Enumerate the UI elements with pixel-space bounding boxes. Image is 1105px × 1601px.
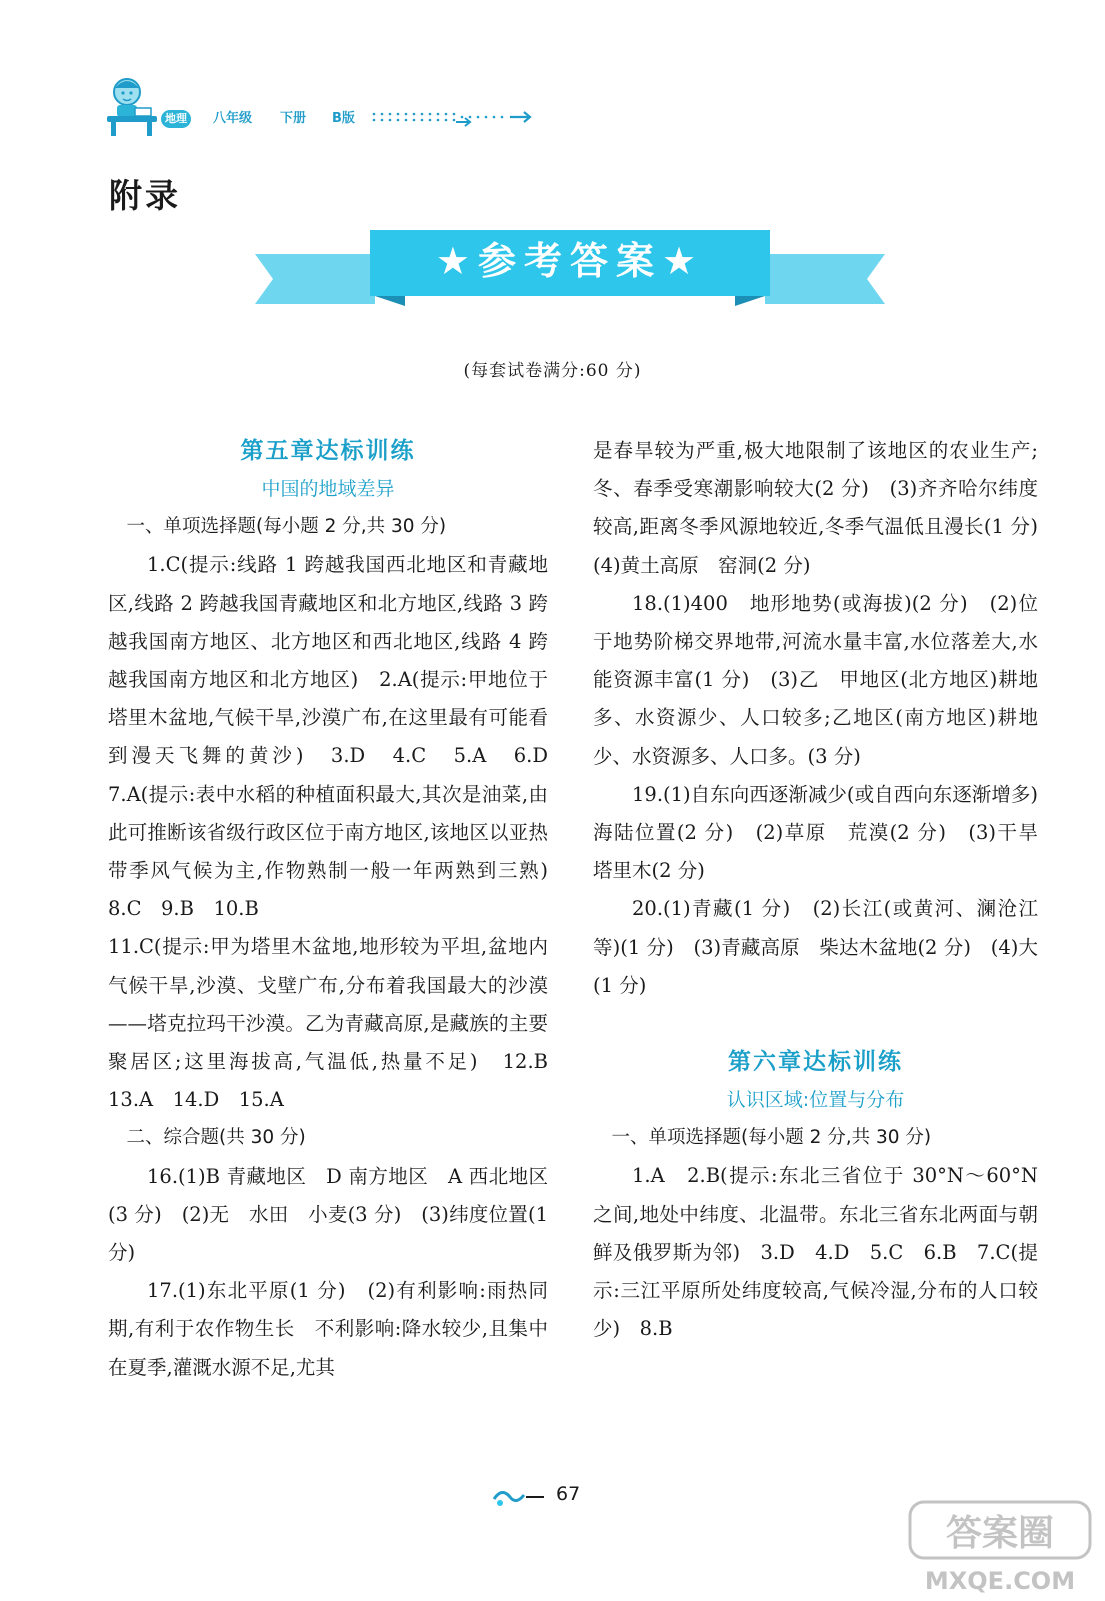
answer-paragraph: 20.(1)青藏(1 分) (2)长江(或黄河、澜沧江等)(1 分) (3)青藏高原 柴达木盆地(2 分) (4)大(1 分)	[593, 897, 1038, 997]
subject-badge: 地理	[161, 110, 191, 128]
answer-paragraph: 16.(1)B 青藏地区 D 南方地区 A 西北地区(3 分) (2)无 水田 小麦(3 分) (3)纬度位置(1 分)	[108, 1164, 548, 1265]
answer-paragraph: 1.C(提示:线路 1 跨越我国西北地区和青藏地区,线路 2 跨越我国青藏地区和北方地区,线路 3 跨越我国南方地区、北方地区和西北地区,线路 4 跨越我国南方地区和北方地区) 2.A(提示:甲地位于塔里木盆地,气候干旱,沙漠广布,在这里最有可能看到漫天飞舞的黄沙) 3.D 4.C 5.A 6.D 7.A(提示:表中水稻的种植面积最大,其次是油菜,由此可推断该省级行政区位于南方地区,该地区以亚热带季风气候为主,作物熟制一般一年两熟到三熟) 8.C 9.B 10.B	[108, 553, 568, 921]
answer-paragraph: 是春旱较为严重,极大地限制了该地区的农业生产;冬、春季受寒潮影响较大(2 分) (3)齐齐哈尔纬度较高,距离冬季风源地较近,冬季气温低且漫长(1 分) (4)黄土高原 窑洞(2 分)	[593, 439, 1058, 577]
answer-paragraph: 18.(1)400 地形地势(或海拔)(2 分) (2)位于地势阶梯交界地带,河流水量丰富,水位落差大,水能资源丰富(1 分) (3)乙 甲地区(北方地区)耕地多、水资源少、人口较多;乙地区(南方地区)耕地少、水资源多、人口多。(3 分)	[593, 591, 1038, 768]
chapter5-title: 第五章达标训练	[240, 437, 416, 464]
answer-paragraph: 11.C(提示:甲为塔里木盆地,地形较为平坦,盆地内气候干旱,沙漠、戈壁广布,分布着我国最大的沙漠——塔克拉玛干沙漠。乙为青藏高原,是藏族的主要聚居区;这里海拔高,气温低,热量不足) 12.B 13.A 14.D 15.A	[108, 935, 568, 1112]
answer-paragraph: 19.(1)自东向西逐渐减少(或自西向东逐渐增多) 海陆位置(2 分) (2)草原 荒漠(2 分) (3)干旱 塔里木(2 分)	[593, 782, 1058, 883]
appendix-title: 附录	[109, 176, 181, 215]
svg-text:答案圈: 答案圈	[945, 1513, 1055, 1554]
watermark-icon	[905, 1497, 1095, 1597]
grade-label: 八年级	[213, 111, 253, 126]
left-column	[108, 432, 568, 1387]
part2-heading: 二、综合题(共 30 分)	[126, 1127, 306, 1149]
footer-arrow-decoration-icon	[490, 1483, 546, 1511]
dotted-arrow-decoration-icon	[370, 108, 540, 128]
svg-text:MXQE.COM: MXQE.COM	[924, 1567, 1076, 1595]
student-at-desk-icon	[105, 72, 163, 138]
part1-heading: 一、单项选择题(每小题 2 分,共 30 分)	[611, 1127, 932, 1149]
answer-paragraph: 17.(1)东北平原(1 分) (2)有利影响:雨热同期,有利于农作物生长 不利影响:降水较少,且集中在夏季,灌溉水源不足,尤其	[108, 1279, 548, 1379]
page-header	[105, 72, 565, 142]
watermark-logo	[905, 1497, 1095, 1597]
chapter5-section-title: 中国的地域差异	[261, 478, 395, 500]
right-column	[593, 432, 1058, 1348]
chapter6-title: 第六章达标训练	[728, 1048, 903, 1076]
chapter6-section-title: 认识区域:位置与分布	[726, 1089, 905, 1112]
edition-label: B版	[332, 111, 355, 126]
banner-title: ★参考答案★	[435, 239, 705, 283]
part1-heading: 一、单项选择题(每小题 2 分,共 30 分)	[126, 516, 447, 538]
answer-paragraph: 1.A 2.B(提示:东北三省位于 30°N～60°N 之间,地处中纬度、北温带。东北三省东北两面与朝鲜及俄罗斯为邻) 3.D 4.D 5.C 6.B 7.C(提示:三江平原所处纬度较高,气候冷湿,分布的人口较少) 8.B	[593, 1164, 1038, 1341]
page-footer	[490, 1483, 610, 1513]
full-score-note: (每套试卷满分:60 分)	[463, 361, 642, 381]
page-number: 67	[556, 1483, 581, 1505]
volume-label: 下册	[280, 111, 307, 126]
answer-banner	[255, 226, 885, 306]
